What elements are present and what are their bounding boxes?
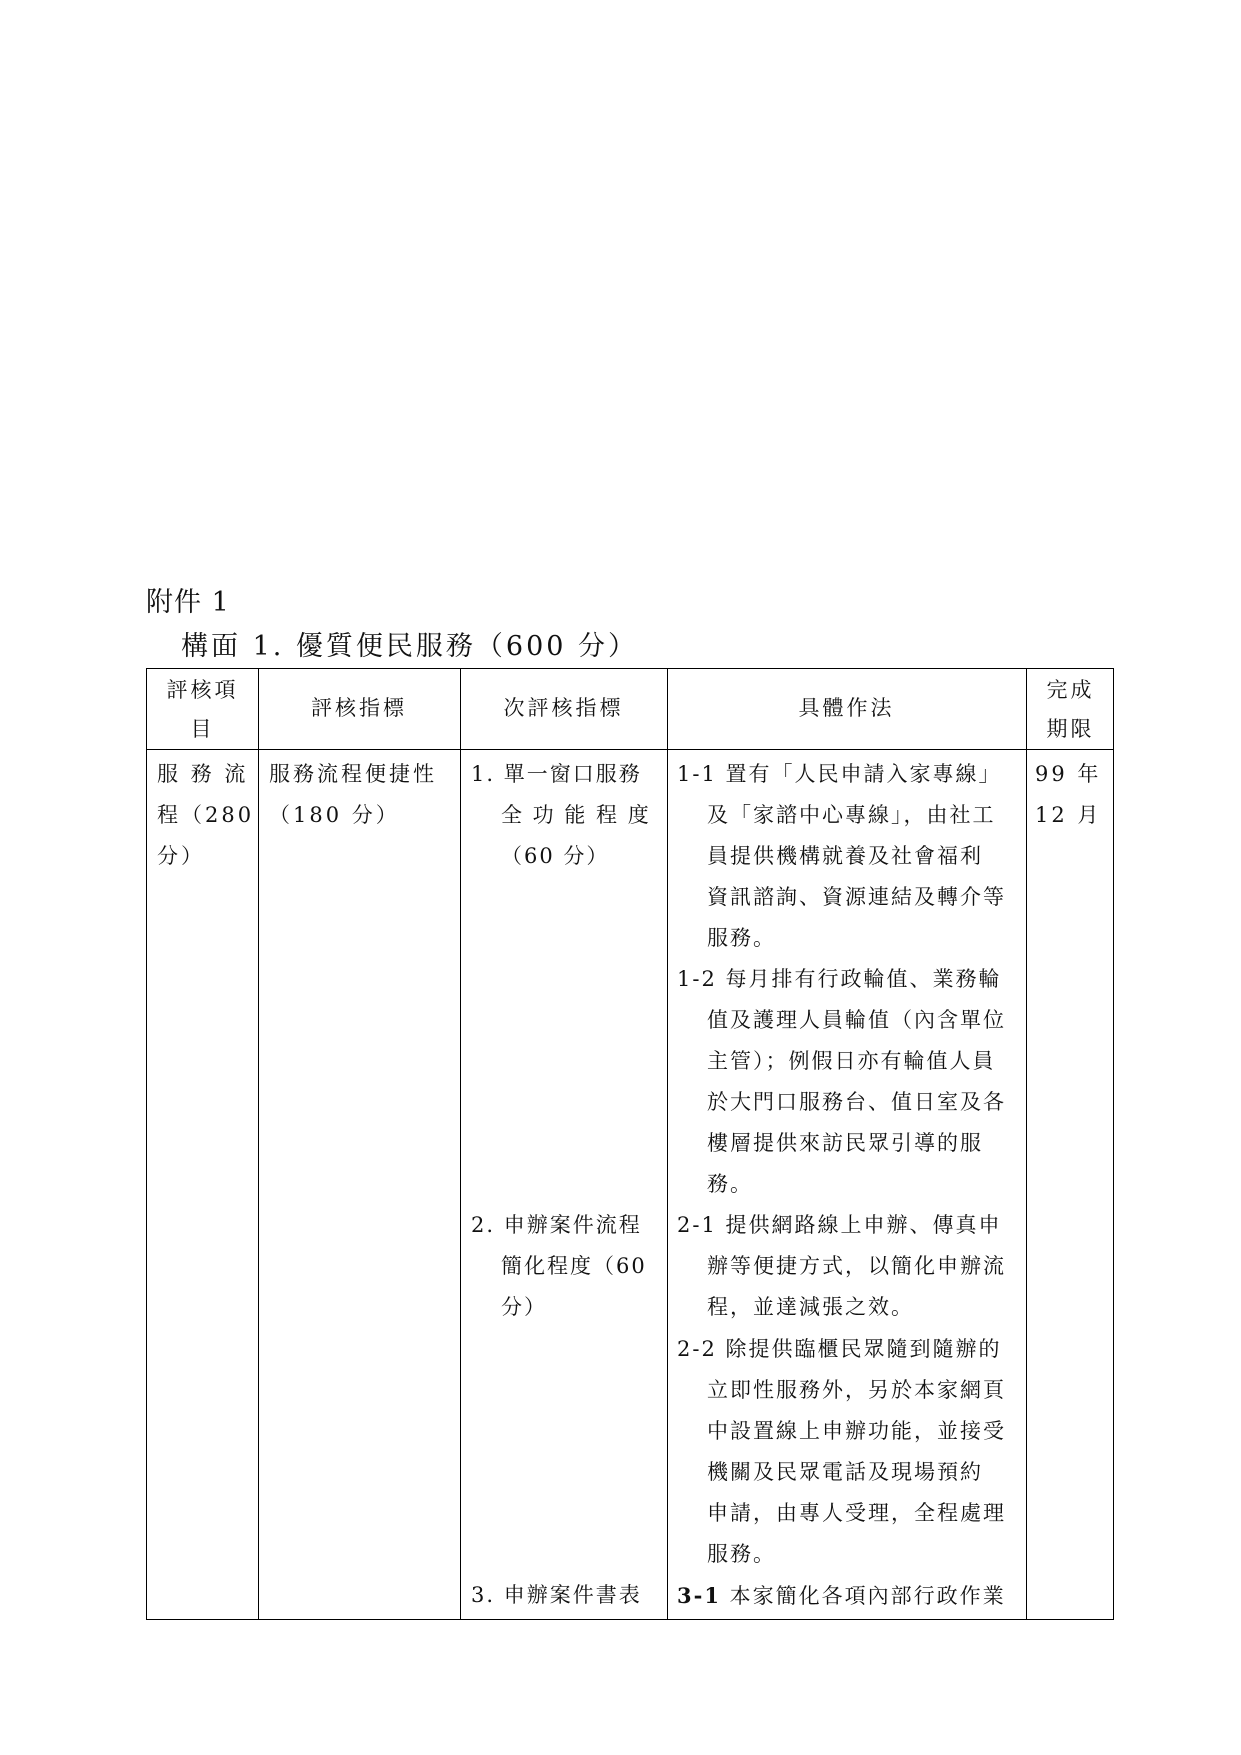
practice-number: 1-2	[677, 967, 717, 991]
header-item: 評核項 目	[166, 678, 239, 741]
sub-indicator-line: 全 功 能 程 度	[501, 803, 651, 827]
sub-indicator-line: （60 分）	[501, 844, 610, 868]
sub-indicator-line: 簡化程度（60	[501, 1254, 647, 1278]
evaluation-table	[146, 668, 1114, 1620]
practice-2-2	[677, 1329, 1006, 1575]
column-divider	[667, 669, 668, 1619]
practice-number: 3-1	[677, 1583, 721, 1608]
sub-indicator-line: 2. 申辦案件流程	[471, 1213, 642, 1237]
section-title: 構面 1. 優質便民服務（600 分）	[181, 631, 639, 662]
practice-number: 2-2	[677, 1337, 717, 1361]
header-indicator: 評核指標	[311, 696, 407, 720]
indicator-line: （180 分）	[269, 803, 400, 827]
sub-indicator-line: 1. 單一窗口服務	[471, 762, 642, 786]
practice-number: 1-1	[677, 762, 717, 786]
header-sub-indicator: 次評核指標	[503, 696, 624, 720]
practice-line: 3-1 本家簡化各項內部行政作業	[677, 1583, 1006, 1608]
practice-line: 及「家諮中心專線」，由社工	[707, 803, 996, 827]
practice-1-1	[677, 754, 1006, 959]
indicator-line: 服務流程便捷性	[269, 762, 437, 786]
practice-line: 申請，由專人受理，全程處理	[707, 1501, 1006, 1525]
deadline-cell	[1035, 754, 1101, 836]
sub-indicator-3	[471, 1575, 642, 1616]
practice-line: 1-2 每月排有行政輪值、業務輪	[677, 967, 1002, 991]
practice-line: 值及護理人員輪值（內含單位	[707, 1008, 1006, 1032]
deadline-line: 99 年	[1035, 762, 1102, 786]
sub-indicator-line: 3. 申辦案件書表	[471, 1583, 642, 1607]
practice-line: 中設置線上申辦功能，並接受	[707, 1419, 1006, 1443]
indicator-cell	[269, 754, 437, 836]
sub-indicator-1	[471, 754, 651, 877]
attachment-label: 附件 1	[146, 587, 230, 618]
practice-line: 資訊諮詢、資源連結及轉介等	[707, 885, 1006, 909]
practice-line: 2-2 除提供臨櫃民眾隨到隨辦的	[677, 1337, 1002, 1361]
practice-line: 服務。	[707, 926, 776, 950]
practice-line: 2-1 提供網路線上申辦、傳真申	[677, 1213, 1002, 1237]
practice-line: 立即性服務外，另於本家網頁	[707, 1378, 1006, 1402]
practice-number: 2-1	[677, 1213, 717, 1237]
practice-line: 務。	[707, 1172, 753, 1196]
header-deadline: 完成 期限	[1046, 678, 1095, 741]
practice-1-2	[677, 959, 1006, 1205]
item-line: 程（280	[157, 803, 255, 827]
header-divider	[147, 749, 1113, 750]
practice-3-1	[677, 1575, 1006, 1617]
practice-line: 於大門口服務台、值日室及各	[707, 1090, 1006, 1114]
deadline-line: 12 月	[1035, 803, 1102, 827]
sub-indicator-line: 分）	[501, 1295, 547, 1319]
practice-line: 員提供機構就養及社會福利	[707, 844, 983, 868]
sub-indicator-2	[471, 1205, 647, 1328]
practice-line: 程，並達減張之效。	[707, 1295, 914, 1319]
column-divider	[1026, 669, 1027, 1619]
header-practice: 具體作法	[798, 696, 895, 720]
practice-line: 機關及民眾電話及現場預約	[707, 1460, 983, 1484]
item-line: 服 務 流	[157, 762, 249, 786]
practice-line: 服務。	[707, 1542, 776, 1566]
item-line: 分）	[157, 844, 205, 868]
column-divider	[258, 669, 259, 1619]
practice-2-1	[677, 1205, 1006, 1328]
column-divider	[460, 669, 461, 1619]
practice-line: 辦等便捷方式，以簡化申辦流	[707, 1254, 1006, 1278]
practice-line: 主管）；例假日亦有輪值人員	[707, 1049, 996, 1073]
practice-line: 樓層提供來訪民眾引導的服	[707, 1131, 983, 1155]
item-cell	[157, 754, 254, 877]
practice-line: 1-1 置有「人民申請入家專線」	[677, 762, 1002, 786]
